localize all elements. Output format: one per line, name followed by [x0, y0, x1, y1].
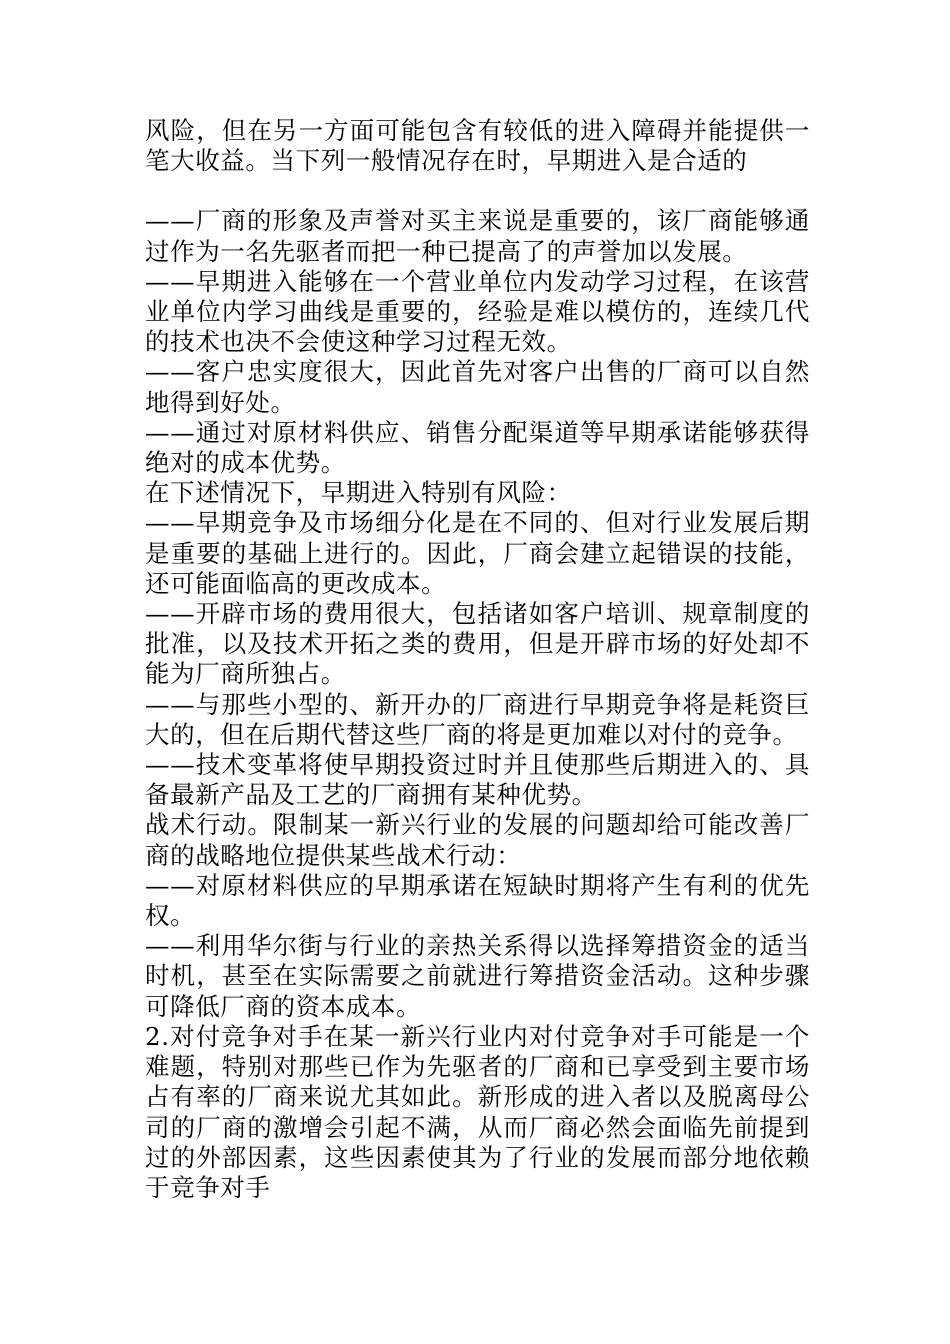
paragraph-item: ——对原材料供应的早期承诺在短缺时期将产生有利的优先权。	[145, 870, 810, 931]
paragraph-item: ——客户忠实度很大，因此首先对客户出售的厂商可以自然地得到好处。	[145, 357, 810, 417]
paragraph-item: ——通过对原材料供应、销售分配渠道等早期承诺能够获得绝对的成本优势。	[145, 417, 810, 478]
paragraph-heading: 在下述情况下，早期进入特别有风险：	[145, 478, 572, 508]
paragraph-item: ——早期进入能够在一个营业单位内发动学习过程，在该营业单位内学习曲线是重要的，经验是难以模仿的，连续几代的技术也决不会使这种学习过程无效。	[145, 266, 810, 357]
paragraph-item: ——技术变革将使早期投资过时并且使那些后期进入的、具备最新产品及工艺的厂商拥有某种优势。	[145, 750, 810, 810]
paragraph-item: ——与那些小型的、新开办的厂商进行早期竞争将是耗资巨大的，但在后期代替这些厂商的将是更加难以对付的竞争。	[145, 689, 810, 749]
paragraph-item: ——开辟市场的费用很大，包括诸如客户培训、规章制度的批准，以及技术开拓之类的费用，但是开辟市场的好处却不能为厂商所独占。	[145, 599, 810, 689]
paragraph-heading: 战术行动。限制某一新兴行业的发展的问题却给可能改善厂商的战略地位提供某些战术行动：	[145, 810, 810, 870]
body-text	[145, 116, 810, 1203]
paragraph-item: ——利用华尔街与行业的亲热关系得以选择筹措资金的适当时机，甚至在实际需要之前就进行筹措资金活动。这种步骤可降低厂商的资本成本。	[145, 931, 810, 1021]
paragraph-section: 2.对付竞争对手在某一新兴行业内对付竞争对手可能是一个难题，特别对那些已作为先驱者的厂商和已享受到主要市场占有率的厂商来说尤其如此。新形成的进入者以及脱离母公司的厂商的激增会引起不满，从而厂商必然会面临先前提到过的外部因素，这些因素使其为了行业的发展而部分地依赖于竞争对手	[145, 1021, 810, 1202]
paragraph-item: ——早期竞争及市场细分化是在不同的、但对行业发展后期是重要的基础上进行的。因此，厂商会建立起错误的技能，还可能面临高的更改成本。	[145, 508, 810, 598]
paragraph-intro: 风险，但在另一方面可能包含有较低的进入障碍并能提供一笔大收益。当下列一般情况存在时，早期进入是合适的	[145, 116, 810, 176]
paragraph-item: ——厂商的形象及声誉对买主来说是重要的，该厂商能够通过作为一名先驱者而把一种已提高了的声誉加以发展。	[145, 206, 810, 266]
